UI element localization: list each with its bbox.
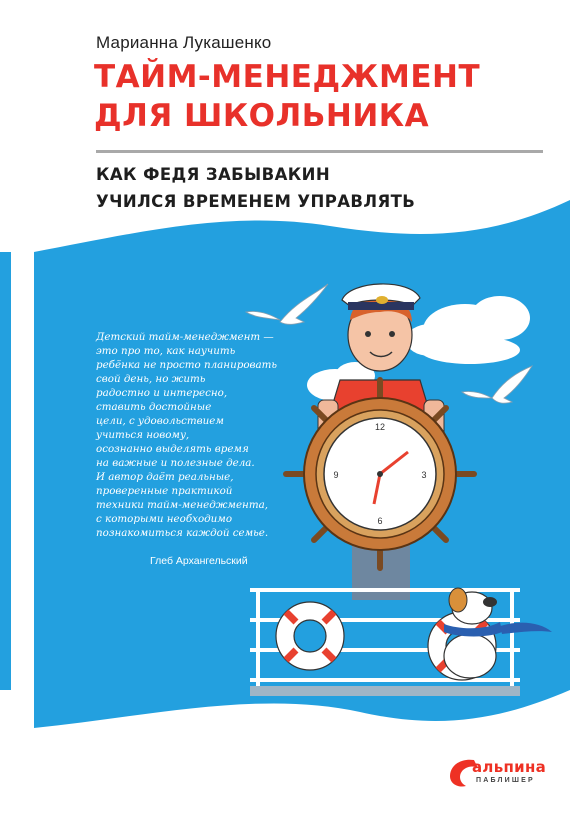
seagull-icon: [462, 366, 532, 403]
author-name: Марианна Лукашенко: [96, 33, 272, 52]
blurb-line: ребёнка не просто планировать: [96, 359, 278, 371]
blurb-line: проверенные практикой: [96, 485, 233, 497]
title-line-2: ДЛЯ ШКОЛЬНИКА: [94, 98, 430, 134]
blurb-line: осознанно выделять время: [96, 443, 249, 455]
blurb-line: это про то, как научить: [96, 345, 236, 357]
blurb-line: радостно и интересно,: [96, 387, 228, 399]
publisher-subline: ПАБЛИШЕР: [476, 777, 535, 784]
blurb-line: учиться новому,: [96, 429, 190, 441]
blurb-line: техники тайм-менеджмента,: [96, 499, 269, 511]
blurb-author: Глеб Архангельский: [150, 555, 248, 567]
blurb-line: цели, с удовольствием: [96, 415, 224, 427]
publisher-name: альпина: [472, 758, 547, 776]
svg-text:12: 12: [374, 422, 386, 432]
seagull-icon: [246, 284, 328, 324]
blurb-line: свой день, но жить: [96, 373, 206, 385]
subtitle-line-1: КАК ФЕДЯ ЗАБЫВАКИН: [96, 165, 331, 184]
svg-text:9: 9: [333, 470, 339, 480]
clock-wheel-icon: [286, 380, 474, 568]
blurb-line: на важные и полезные дела.: [96, 457, 255, 469]
title-line-1: ТАЙМ-МЕНЕДЖМЕНТ: [94, 59, 481, 95]
dog-icon: [444, 588, 552, 678]
blurb-line: Детский тайм-менеджмент —: [96, 331, 274, 343]
blurb-line: И автор даёт реальные,: [96, 471, 234, 483]
life-ring-icon: [276, 602, 344, 670]
blurb-line: с которыми необходимо: [96, 513, 233, 525]
blurb-line: ставить достойные: [96, 401, 212, 413]
subtitle-line-2: УЧИЛСЯ ВРЕМЕНЕМ УПРАВЛЯТЬ: [96, 192, 416, 211]
svg-text:6: 6: [377, 516, 383, 526]
blurb-line: познакомиться каждой семье.: [96, 527, 269, 539]
svg-text:3: 3: [421, 470, 427, 480]
